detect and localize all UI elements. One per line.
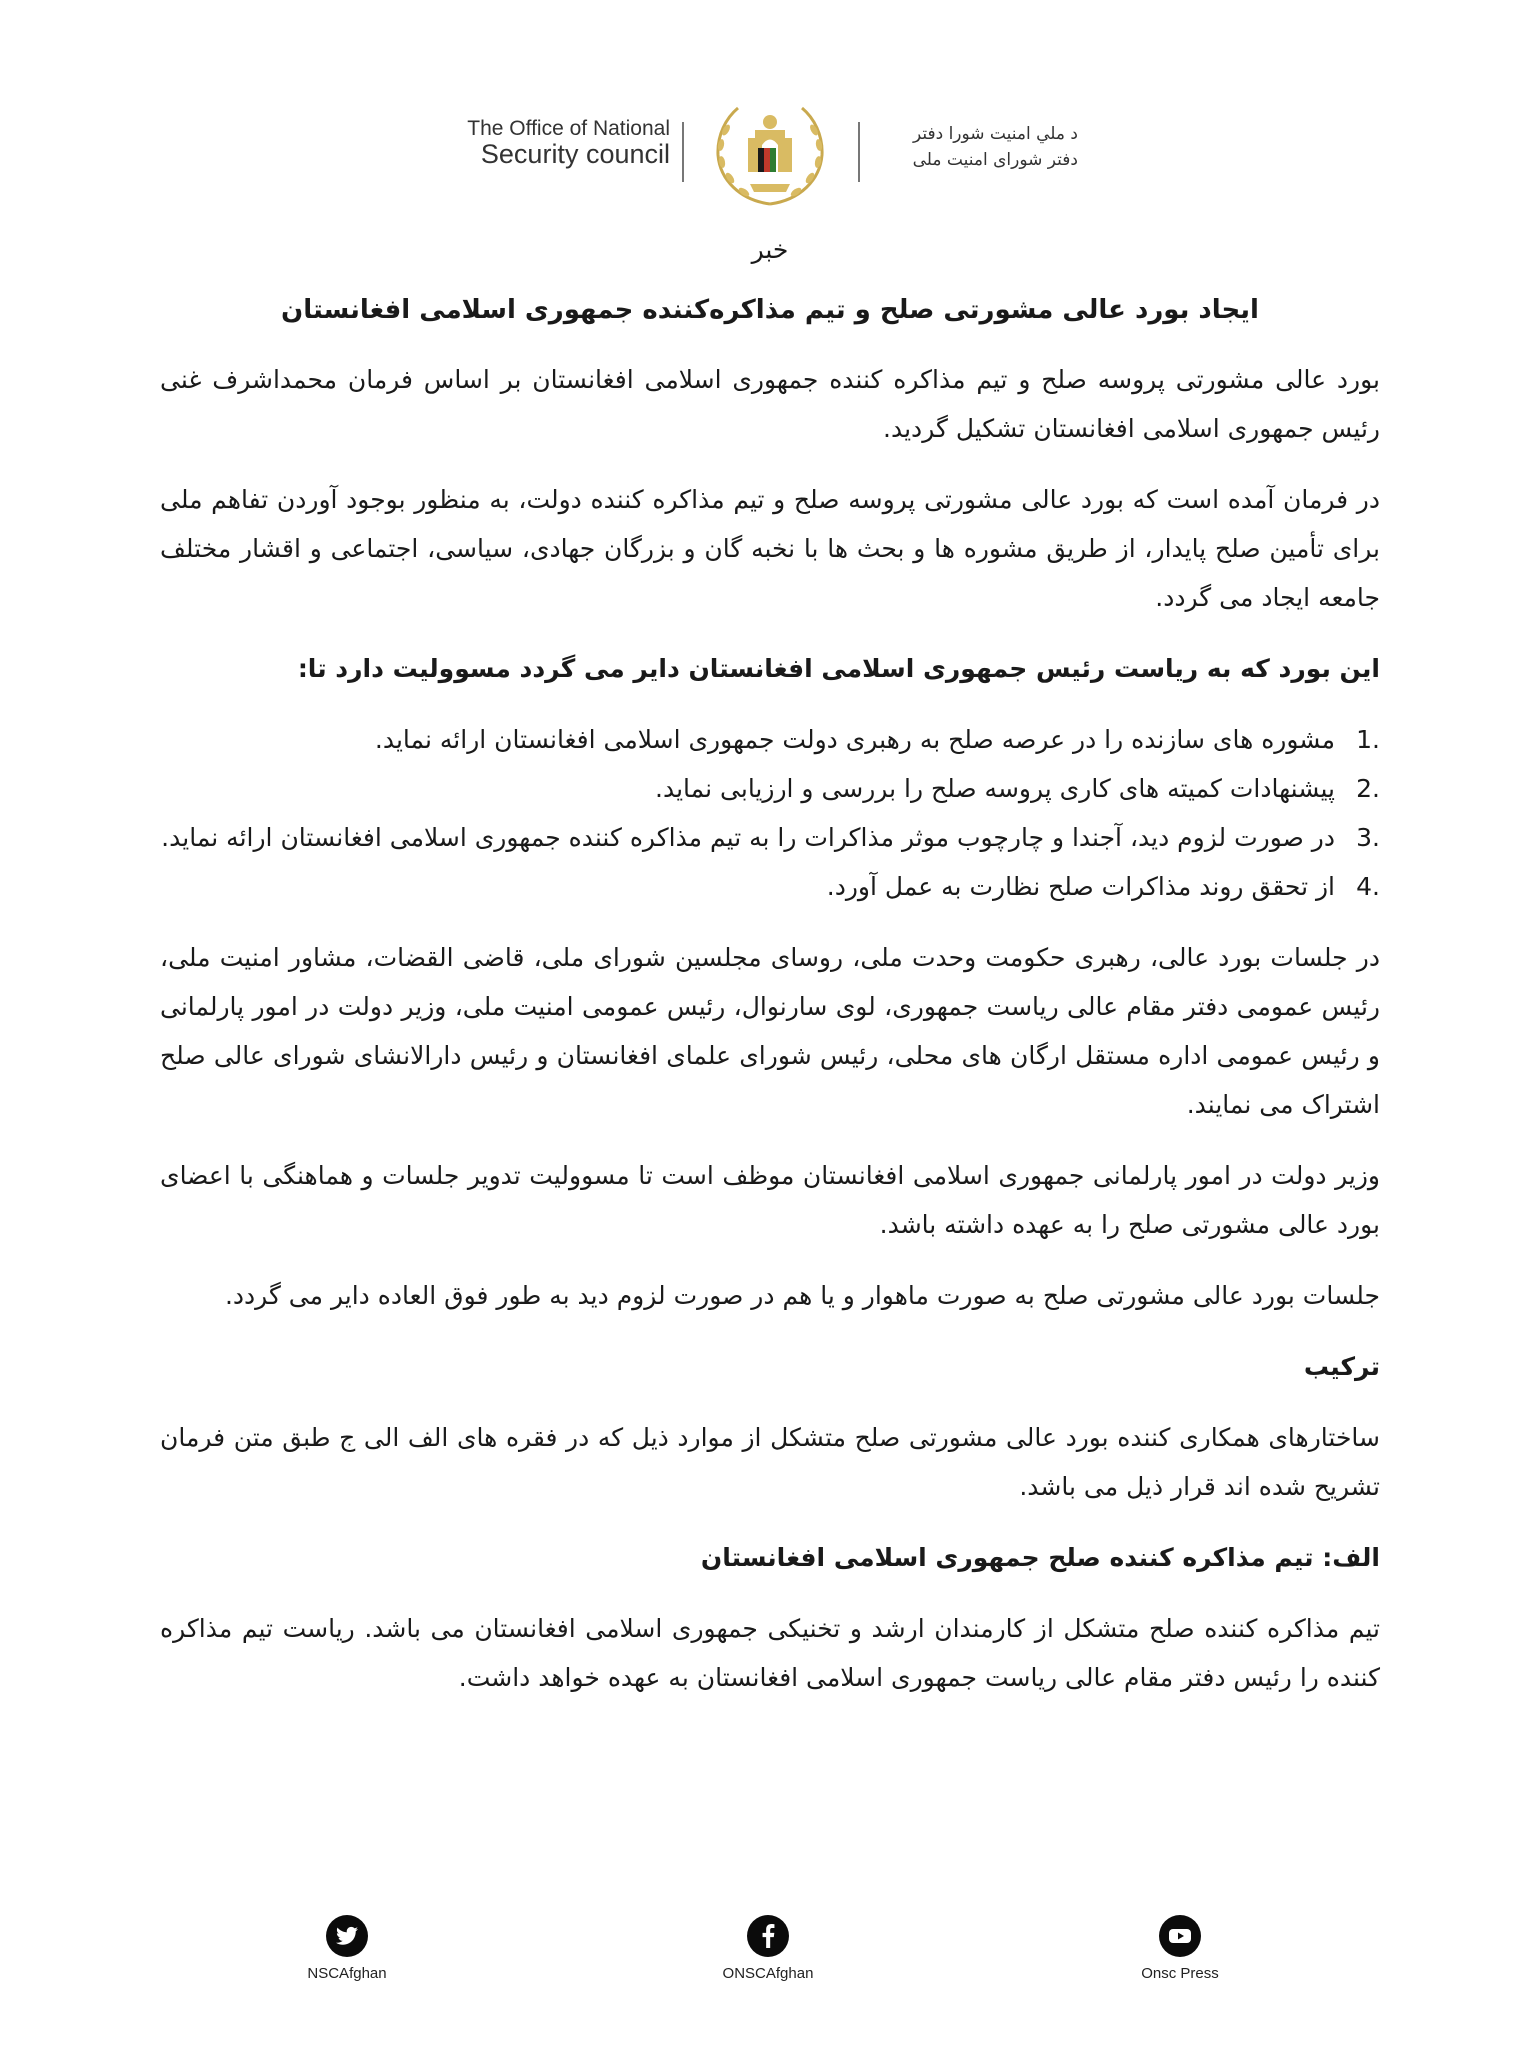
office-name-pashto: د ملي امنیت شورا دفتر (912, 124, 1078, 144)
facebook-handle: ONSCAfghan (722, 1965, 814, 1982)
facebook-icon (747, 1915, 789, 1957)
afghanistan-emblem-icon (700, 100, 840, 210)
office-name-english-line2: Security council (480, 139, 670, 170)
twitter-contact[interactable] (247, 1915, 447, 1982)
footer-social (0, 1915, 1530, 2035)
document-type-label: خبر (751, 235, 789, 264)
office-name-english (430, 118, 670, 168)
responsibilities-list (160, 715, 1380, 911)
list-item-number: 1. (1356, 725, 1380, 754)
youtube-handle: Onsc Press (1141, 1965, 1219, 1982)
list-item-text: از تحقق روند مذاکرات صلح نظارت به عمل آورد. (826, 872, 1335, 901)
letterhead (0, 100, 1530, 210)
list-item-number: 2. (1356, 774, 1380, 803)
paragraph-negotiation-team: تیم مذاکره کننده صلح متشکل از کارمندان ارشد و تخنیکی جمهوری اسلامی افغانستان می باشد. ریاست تیم مذاکره کننده را رئیس دفتر مقام عالی ریاست جمهوری اسلامی افغانستان به عهده خواهد داشت. (160, 1614, 1380, 1692)
twitter-icon (326, 1915, 368, 1957)
paragraph-decree-purpose: در فرمان آمده است که بورد عالی مشورتی پروسه صلح و تیم مذاکره کننده دولت، به منظور بوجود آوردن تفاهم ملی برای تأمین صلح پایدار، از طریق مشوره ها و بحث ها با نخبه گان و بزرگان جهادی، سیاسی، اجتماعی و اقشار مختلف جامعه ایجاد می گردد. (160, 485, 1380, 612)
paragraph-minister-role: وزیر دولت در امور پارلمانی جمهوری اسلامی افغانستان موظف است تا مسوولیت تدویر جلسات و هماهنگی با اعضای بورد عالی مشورتی صلح را به عهده داشته باشد. (160, 1161, 1380, 1239)
list-item (160, 862, 1380, 911)
list-item (160, 813, 1380, 862)
list-item-number: 3. (1356, 823, 1380, 852)
office-name-dari: دفتر شورای امنیت ملی (912, 149, 1078, 170)
responsibilities-heading: این بورد که به ریاست رئیس جمهوری اسلامی افغانستان دایر می گردد مسوولیت دارد تا: (297, 654, 1380, 683)
facebook-contact[interactable] (668, 1915, 868, 1982)
paragraph-participants: در جلسات بورد عالی، رهبری حکومت وحدت ملی، روسای مجلسین شورای ملی، قاضی القضات، مشاور امنیت ملی، رئیس عمومی دفتر مقام عالی ریاست جمهوری، لوی سارنوال، رئیس عمومی امنیت ملی، وزیر دولت در امور پارلمانی و رئیس عمومی اداره مستقل ارگان های محلی، رئیس شورای علمای افغانستان و رئیس دارالانشای شورای عالی صلح اشتراک می نمایند. (160, 943, 1380, 1119)
negotiation-team-heading: الف: تیم مذاکره کننده صلح جمهوری اسلامی افغانستان (700, 1543, 1380, 1572)
office-name-english-line1: The Office of National (467, 117, 670, 140)
paragraph-intro: بورد عالی مشورتی پروسه صلح و تیم مذاکره کننده جمهوری اسلامی افغانستان بر اساس فرمان محمداشرف غنی رئیس جمهوری اسلامی افغانستان تشکیل گردید. (160, 365, 1380, 443)
office-name-local (868, 122, 1078, 173)
letterhead-divider-right (858, 122, 860, 182)
paragraph-structures: ساختارهای همکاری کننده بورد عالی مشورتی صلح متشکل از موارد ذیل که در فقره های الف الی ج طبق متن فرمان تشریح شده اند قرار ذیل می باشد. (160, 1423, 1380, 1501)
letterhead-divider-left (682, 122, 684, 182)
composition-heading: ترکیب (1303, 1352, 1380, 1381)
paragraph-meeting-schedule: جلسات بورد عالی مشورتی صلح به صورت ماهوار و یا هم در صورت لزوم دید به طور فوق العاده دایر می گردد. (224, 1281, 1380, 1310)
list-item (160, 715, 1380, 764)
list-item-number: 4. (1356, 872, 1380, 901)
list-item-text: پیشنهادات کمیته های کاری پروسه صلح را بررسی و ارزیابی نماید. (655, 774, 1335, 803)
list-item-text: در صورت لزوم دید، آجندا و چارچوب موثر مذاکرات را به تیم مذاکره کننده جمهوری اسلامی افغانستان ارائه نماید. (161, 823, 1335, 852)
press-release-body (160, 225, 1380, 1724)
twitter-handle: NSCAfghan (307, 1965, 387, 1982)
document-headline: ایجاد بورد عالی مشورتی صلح و تیم مذاکره‌کننده جمهوری اسلامی افغانستان (281, 295, 1259, 325)
youtube-contact[interactable] (1080, 1915, 1280, 1982)
youtube-icon (1159, 1915, 1201, 1957)
list-item-text: مشوره های سازنده را در عرصه صلح به رهبری دولت جمهوری اسلامی افغانستان ارائه نماید. (374, 725, 1335, 754)
list-item (160, 764, 1380, 813)
